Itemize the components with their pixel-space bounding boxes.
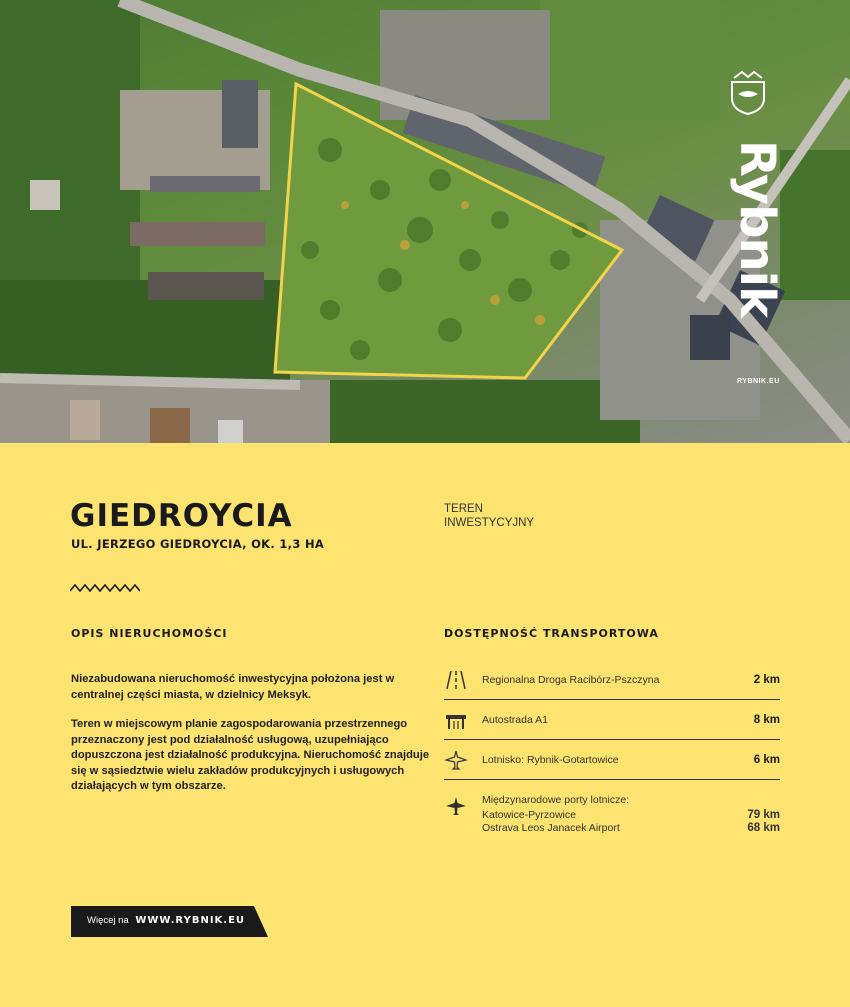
airplane-icon: [444, 794, 474, 818]
airport-name: Ostrava Leos Janacek Airport: [482, 822, 620, 834]
description-paragraph-2: Teren w miejscowym planie zagospodarowania przestrzennego przeznaczony jest pod działalność usługową, uzupełniająco dopuszczona jest działalność produkcyjna. Nieruchomość znajduje się w sąsiedztwie wielu zakładów produkcyjnych i usługowych działających w tym obszarze.: [71, 718, 430, 792]
more-info-link[interactable]: [71, 906, 268, 937]
transport-heading: DOSTĘPNOŚĆ TRANSPORTOWA: [444, 627, 659, 640]
international-airports: [474, 794, 780, 835]
property-category: TEREN INWESTYCYJNY: [444, 503, 535, 529]
highway-icon: [444, 708, 474, 732]
transport-row-road: [444, 660, 780, 700]
transport-label: Lotnisko: Rybnik-Gotartowice: [482, 753, 619, 766]
coat-of-arms-icon: [728, 70, 768, 116]
more-label: Więcej na: [87, 915, 129, 926]
transport-row-highway: [444, 700, 780, 740]
airplane-icon: [444, 748, 474, 772]
description-heading: OPIS NIERUCHOMOŚCI: [71, 627, 228, 640]
transport-list: [444, 660, 780, 852]
airport-name: Katowice-Pyrzowice: [482, 809, 576, 821]
zigzag-divider-icon: [70, 583, 140, 593]
property-title: GIEDROYCIA: [70, 498, 293, 534]
rybnik-logo: [728, 70, 788, 390]
airport-row: [482, 809, 780, 822]
more-url[interactable]: WWW.RYBNIK.EU: [135, 915, 246, 926]
airport-row: [482, 822, 780, 835]
transport-label: Autostrada A1: [482, 713, 548, 726]
transport-row-international: [444, 780, 780, 852]
transport-distance: 8 km: [753, 713, 780, 726]
international-label: Międzynarodowe porty lotnicze:: [482, 794, 630, 806]
airport-distance: 79 km: [747, 809, 780, 821]
airport-distance: 68 km: [747, 822, 780, 834]
transport-label: Regionalna Droga Racibórz-Pszczyna: [482, 673, 660, 686]
aerial-photo: [0, 0, 850, 443]
brand-url: RYBNIK.EU: [737, 378, 780, 385]
road-icon: [444, 668, 474, 692]
brand-name: Rybnik: [729, 140, 785, 317]
transport-distance: 2 km: [753, 673, 780, 686]
transport-distance: 6 km: [753, 753, 780, 766]
transport-row-airport: [444, 740, 780, 780]
aerial-map-graphic: [0, 0, 850, 443]
property-subtitle: UL. JERZEGO GIEDROYCIA, OK. 1,3 HA: [71, 537, 325, 551]
description-paragraph-1: Niezabudowana nieruchomość inwestycyjna położona jest w centralnej części miasta, w dzielnicy Meksyk.: [71, 673, 395, 701]
